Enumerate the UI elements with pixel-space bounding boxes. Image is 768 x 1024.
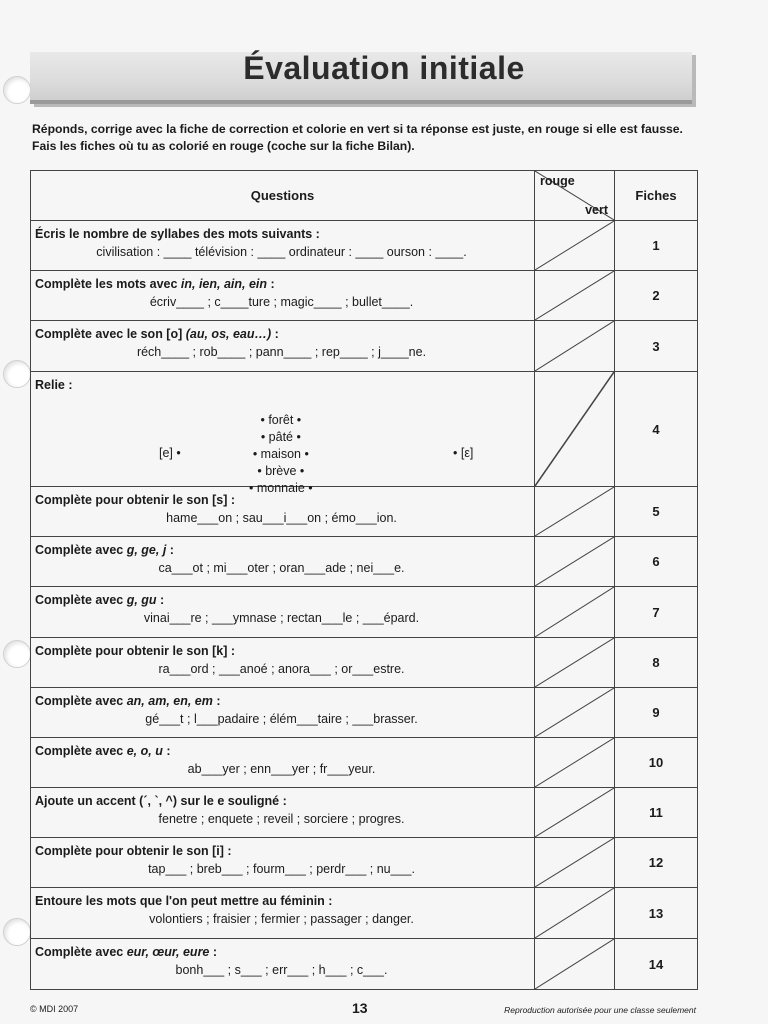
fiche-number: 6 — [615, 537, 698, 587]
question-cell — [31, 939, 535, 990]
question-cell — [31, 688, 535, 738]
fiche-number: 1 — [615, 221, 698, 271]
question-cell — [31, 487, 535, 537]
diagonal-line — [535, 939, 614, 989]
diagonal-line — [535, 738, 614, 787]
question-row — [31, 372, 698, 487]
diagonal-line — [535, 372, 614, 486]
rouge-vert-box[interactable] — [535, 939, 615, 990]
question-cell — [31, 738, 535, 788]
question-row — [31, 838, 698, 888]
question-cell — [31, 372, 535, 495]
table-header-row — [31, 171, 698, 221]
fiche-number: 2 — [615, 271, 698, 321]
diagonal-line — [535, 838, 614, 887]
question-row — [31, 587, 698, 638]
question-title: Ajoute un accent (´, `, ^) sur le e souligné : — [35, 794, 287, 808]
question-cell — [31, 587, 535, 638]
question-row — [31, 788, 698, 838]
rouge-vert-box[interactable] — [535, 587, 615, 638]
binder-hole — [3, 360, 31, 388]
question-cell — [31, 321, 535, 372]
question-cell — [31, 838, 535, 888]
rouge-vert-box[interactable] — [535, 888, 615, 939]
question-row — [31, 221, 698, 271]
header-rouge: rouge — [540, 174, 575, 188]
question-row — [31, 487, 698, 537]
question-cell — [31, 788, 535, 838]
diagonal-line — [535, 638, 614, 687]
question-cell — [31, 638, 535, 688]
rouge-vert-box[interactable] — [535, 221, 615, 271]
question-row — [31, 939, 698, 990]
question-exercise-line[interactable]: ra___ord ; ___anoé ; anora___ ; or___estre. — [158, 662, 405, 676]
question-title: Complète pour obtenir le son [s] : — [35, 493, 236, 507]
question-row — [31, 321, 698, 372]
fiche-number: 7 — [615, 587, 698, 638]
question-title: Complète avec g, gu : — [35, 593, 165, 607]
rouge-vert-box[interactable] — [535, 271, 615, 321]
rouge-vert-box[interactable] — [535, 537, 615, 587]
match-word[interactable]: • brève • — [257, 464, 305, 478]
header-fiches: Fiches — [615, 171, 698, 221]
match-word[interactable]: • pâté • — [260, 430, 301, 444]
fiche-number: 5 — [615, 487, 698, 537]
question-title: Complète avec eur, œur, eure : — [35, 945, 218, 959]
rouge-vert-box[interactable] — [535, 738, 615, 788]
diagonal-line — [535, 587, 614, 637]
rouge-vert-box[interactable] — [535, 372, 615, 487]
question-row — [31, 888, 698, 939]
match-left-sound[interactable]: [e] • — [159, 446, 181, 460]
question-exercise-line[interactable]: volontiers ; fraisier ; fermier ; passager ; danger. — [149, 912, 414, 926]
question-title: Entoure les mots que l'on peut mettre au féminin : — [35, 894, 333, 908]
question-title: Écris le nombre de syllabes des mots suivants : — [35, 227, 320, 241]
fiche-number: 11 — [615, 788, 698, 838]
header-vert: vert — [585, 203, 608, 217]
diagonal-line — [535, 221, 614, 270]
fiche-number: 12 — [615, 838, 698, 888]
question-row — [31, 688, 698, 738]
fiche-number: 3 — [615, 321, 698, 372]
question-exercise-line[interactable]: écriv____ ; c____ture ; magic____ ; bullet____. — [149, 295, 414, 309]
fiche-number: 10 — [615, 738, 698, 788]
question-title: Complète avec g, ge, j : — [35, 543, 174, 557]
question-title: Complète avec e, o, u : — [35, 744, 171, 758]
matching-exercise — [35, 392, 528, 495]
question-exercise-line[interactable]: tap___ ; breb___ ; fourm___ ; perdr___ ; nu___. — [148, 862, 415, 876]
diagonal-line — [535, 487, 614, 536]
diagonal-line — [535, 888, 614, 938]
question-cell — [31, 888, 535, 939]
question-row — [31, 537, 698, 587]
question-title: Complète pour obtenir le son [i] : — [35, 844, 232, 858]
header-questions: Questions — [31, 171, 535, 221]
question-exercise-line[interactable]: ab___yer ; enn___yer ; fr___yeur. — [187, 762, 376, 776]
question-exercise-line[interactable]: hame___on ; sau___i___on ; émo___ion. — [166, 511, 397, 525]
rouge-vert-box[interactable] — [535, 788, 615, 838]
question-exercise-line[interactable]: vinai___re ; ___ymnase ; rectan___le ; ___épard. — [143, 611, 420, 625]
binder-hole — [3, 640, 31, 668]
diagonal-line — [535, 688, 614, 737]
rouge-vert-box[interactable] — [535, 638, 615, 688]
footer-copyright: © MDI 2007 — [30, 1004, 79, 1014]
diagonal-line — [535, 321, 614, 371]
diagonal-line — [535, 788, 614, 837]
question-cell — [31, 221, 535, 271]
page-title: Évaluation initiale — [243, 50, 525, 86]
match-right-sound[interactable]: • [ε] — [453, 446, 474, 460]
question-title: Relie : — [35, 378, 73, 392]
question-title: Complète pour obtenir le son [k] : — [35, 644, 236, 658]
footer-notice: Reproduction autorisée pour une classe seulement — [504, 1005, 696, 1015]
question-row — [31, 638, 698, 688]
match-word[interactable]: • monnaie • — [249, 481, 313, 495]
question-exercise-line[interactable]: civilisation : ____ télévision : ____ ordinateur : ____ ourson : ____. — [96, 245, 467, 259]
question-row — [31, 271, 698, 321]
header-rouge-vert — [535, 171, 615, 221]
diagonal-line — [535, 271, 614, 320]
question-cell — [31, 537, 535, 587]
question-cell — [31, 271, 535, 321]
question-title: Complète avec an, am, en, em : — [35, 694, 221, 708]
question-exercise-line[interactable]: gé___t ; l___padaire ; élém___taire ; ___brasser. — [145, 712, 418, 726]
match-word[interactable]: • forêt • — [260, 413, 302, 427]
evaluation-table — [30, 170, 698, 990]
question-row — [31, 738, 698, 788]
question-title: Complète avec le son [o] (au, os, eau…) : — [35, 327, 279, 341]
fiche-number: 14 — [615, 939, 698, 990]
fiche-number: 4 — [615, 372, 698, 487]
page-number: 13 — [352, 1000, 368, 1016]
instructions: Réponds, corrige avec la fiche de correction et colorie en vert si ta réponse est juste, en rouge si elle est fausse. Fais les fiches où tu as colorié en rouge (coche sur la fiche Bilan). — [32, 122, 683, 153]
fiche-number: 13 — [615, 888, 698, 939]
rouge-vert-box[interactable] — [535, 321, 615, 372]
match-word[interactable]: • maison • — [252, 447, 309, 461]
diagonal-line — [535, 537, 614, 586]
question-exercise-line[interactable]: fenetre ; enquete ; reveil ; sorciere ; progres. — [158, 812, 405, 826]
rouge-vert-box[interactable] — [535, 838, 615, 888]
fiche-number: 9 — [615, 688, 698, 738]
rouge-vert-box[interactable] — [535, 688, 615, 738]
binder-hole — [3, 918, 31, 946]
question-exercise-line[interactable]: ca___ot ; mi___oter ; oran___ade ; nei___e. — [158, 561, 405, 575]
question-title: Complète les mots avec in, ien, ain, ein : — [35, 277, 275, 291]
match-word-list — [249, 412, 313, 497]
question-exercise-line[interactable]: bonh___ ; s___ ; err___ ; h___ ; c___. — [175, 963, 388, 977]
question-exercise-line[interactable]: réch____ ; rob____ ; pann____ ; rep____ ; j____ne. — [136, 345, 427, 359]
rouge-vert-box[interactable] — [535, 487, 615, 537]
fiche-number: 8 — [615, 638, 698, 688]
